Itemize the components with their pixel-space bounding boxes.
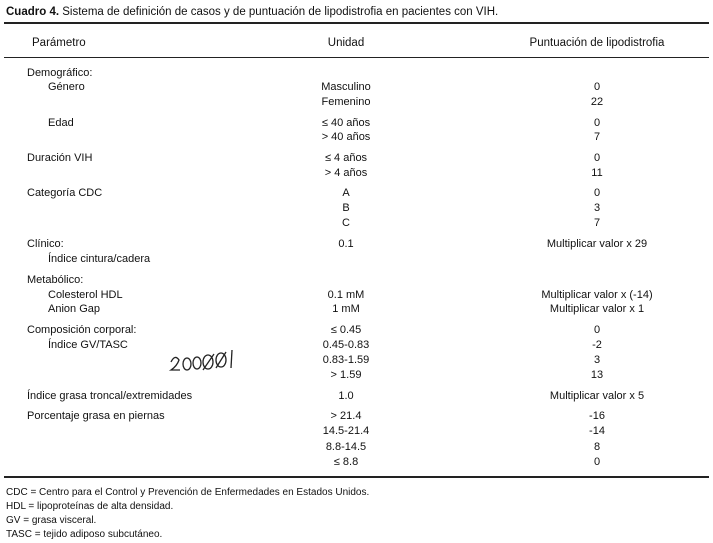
footnote-gv: GV = grasa visceral. xyxy=(6,515,97,526)
score-pg2: -14 xyxy=(589,425,605,437)
param-metabolico: Metabólico: xyxy=(27,274,84,286)
unit-edad-le40: ≤ 40 años xyxy=(321,117,371,129)
score-indice-grasa: Multiplicar valor x 5 xyxy=(549,390,645,402)
param-genero: Género xyxy=(48,81,85,93)
param-indice-cintura: Índice cintura/cadera xyxy=(48,253,151,265)
unit-cat-c: C xyxy=(342,217,350,229)
unit-pg1: > 21.4 xyxy=(330,410,362,422)
bottom-rule xyxy=(4,476,709,478)
param-porcentaje: Porcentaje grasa en piernas xyxy=(27,410,165,422)
unit-dur-le4: ≤ 4 años xyxy=(324,152,368,164)
score-anion: Multiplicar valor x 1 xyxy=(549,303,645,315)
footnote-cdc: CDC = Centro para el Control y Prevención de Enfermedades en Estados Unidos. xyxy=(6,487,370,498)
score-comp2: -2 xyxy=(592,339,602,351)
footnote-hdl: HDL = lipoproteínas de alta densidad. xyxy=(6,501,174,512)
column-header-parameter: Parámetro xyxy=(32,37,86,49)
top-rule xyxy=(4,22,709,24)
param-anion: Anion Gap xyxy=(48,303,100,315)
score-edad-le40: 0 xyxy=(593,117,601,129)
unit-comp2: 0.45-0.83 xyxy=(322,339,370,351)
column-header-score: Puntuación de lipodistrofia xyxy=(529,37,665,49)
handwritten-annotation xyxy=(168,346,240,376)
footnote-tasc: TASC = tejido adiposo subcutáneo. xyxy=(6,529,163,540)
param-colesterol: Colesterol HDL xyxy=(48,289,123,301)
score-comp1: 0 xyxy=(593,324,601,336)
unit-pg4: ≤ 8.8 xyxy=(333,456,359,468)
unit-pg2: 14.5-21.4 xyxy=(322,425,370,437)
param-categoria: Categoría CDC xyxy=(27,187,103,199)
score-colesterol: Multiplicar valor x (-14) xyxy=(541,289,653,301)
unit-anion: 1 mM xyxy=(332,303,360,315)
unit-comp1: ≤ 0.45 xyxy=(330,324,362,336)
score-pg1: -16 xyxy=(589,410,605,422)
unit-femenino: Femenino xyxy=(321,96,371,108)
unit-cat-b: B xyxy=(342,202,350,214)
score-femenino: 22 xyxy=(590,96,604,108)
caption-label: Cuadro 4. xyxy=(6,6,60,18)
unit-cat-a: A xyxy=(342,187,350,199)
score-edad-gt40: 7 xyxy=(593,131,601,143)
table-caption xyxy=(6,6,498,18)
unit-comp4: > 1.59 xyxy=(330,369,362,381)
score-comp3: 3 xyxy=(593,354,601,366)
unit-pg3: 8.8-14.5 xyxy=(325,441,367,453)
score-dur-le4: 0 xyxy=(593,152,601,164)
score-comp4: 13 xyxy=(590,369,604,381)
column-header-unit: Unidad xyxy=(327,37,365,49)
unit-edad-gt40: > 40 años xyxy=(321,131,371,143)
param-duracion: Duración VIH xyxy=(27,152,93,164)
param-indice-gv: Índice GV/TASC xyxy=(48,339,128,351)
score-cat-c: 7 xyxy=(593,217,601,229)
score-pg3: 8 xyxy=(593,441,601,453)
unit-comp3: 0.83-1.59 xyxy=(322,354,370,366)
param-composicion: Composición corporal: xyxy=(27,324,137,336)
score-pg4: 0 xyxy=(593,456,601,468)
score-masculino: 0 xyxy=(593,81,601,93)
param-demografico: Demográfico: xyxy=(27,67,93,79)
header-rule xyxy=(4,57,709,58)
caption-text: Sistema de definición de casos y de puntuación de lipodistrofia en pacientes con VIH. xyxy=(62,6,499,18)
score-cat-a: 0 xyxy=(593,187,601,199)
score-clinico: Multiplicar valor x 29 xyxy=(546,238,648,250)
param-indice-grasa: Índice grasa troncal/extremidades xyxy=(27,390,193,402)
unit-dur-gt4: > 4 años xyxy=(324,167,368,179)
score-cat-b: 3 xyxy=(593,202,601,214)
unit-clinico: 0.1 xyxy=(338,238,354,250)
param-clinico: Clínico: xyxy=(27,238,64,250)
param-edad: Edad xyxy=(48,117,74,129)
score-dur-gt4: 11 xyxy=(591,167,603,179)
unit-colesterol: 0.1 mM xyxy=(327,289,365,301)
unit-masculino: Masculino xyxy=(321,81,371,93)
unit-indice-grasa: 1.0 xyxy=(338,390,354,402)
